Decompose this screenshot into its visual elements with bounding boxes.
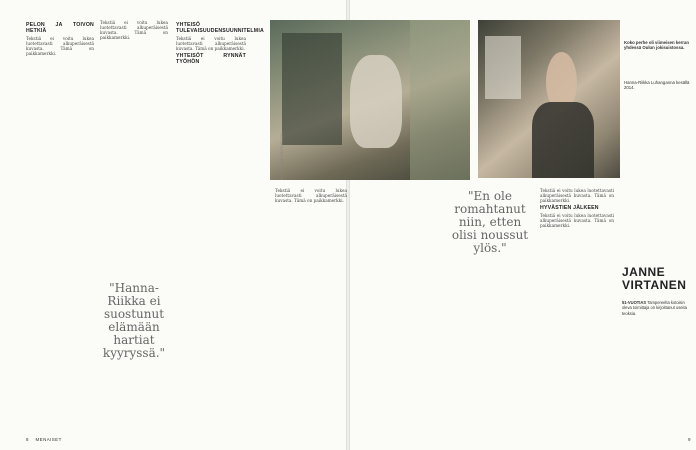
body-paragraph: Tekstiä ei voitu lukea luotettavasti alkuperäisestä kuvasta. Tämä on paikkamerkki. <box>100 20 168 41</box>
photo-figure-shape <box>350 55 402 148</box>
pull-quote-text: "Hanna-Riikka ei suostunut elämään hartiat kyyryssä." <box>102 281 166 360</box>
caption-top <box>624 40 690 51</box>
photo-window-shape <box>485 36 521 99</box>
page-number: 9 <box>688 437 691 442</box>
folio-right <box>688 437 691 442</box>
photo-body-shape <box>532 102 594 178</box>
heading-pelon: PELON JA TOIVON HETKIÄ <box>26 22 94 34</box>
caption-bottom-text: Hanna-Riikka Luhanganna kesällä 2014. <box>624 80 690 91</box>
author-name-line1: JANNE <box>622 265 666 279</box>
caption-bottom <box>624 80 690 91</box>
pull-quote-text: "En ole romahtanut niin, etten olisi noussut ylös." <box>451 189 529 255</box>
bio-text: Tampereelta kotoisin oleva toimittaja on kirjoittanut useita teoksia. <box>622 300 687 316</box>
body-paragraph: Tekstiä ei voitu lukea luotettavasti alkuperäisestä kuvasta. Tämä on paikkamerkki. <box>26 36 94 57</box>
right-column-2 <box>540 188 614 231</box>
left-column-2 <box>100 20 168 42</box>
right-column-1 <box>275 188 347 205</box>
page-number: 8 <box>26 437 29 442</box>
photo-family <box>270 20 470 180</box>
right-page <box>275 0 696 450</box>
body-paragraph: Tekstiä ei voitu lukea luotettavasti alkuperäisestä kuvasta. Tämä on paikkamerkki. <box>540 188 614 204</box>
body-paragraph: Tekstiä ei voitu lukea luotettavasti alkuperäisestä kuvasta. Tämä on paikkamerkki. <box>540 213 614 229</box>
photo-shadow-shape <box>282 33 342 145</box>
left-column-3 <box>176 20 264 67</box>
pull-quote-right <box>450 190 530 255</box>
body-paragraph: Tekstiä ei voitu lukea luotettavasti alkuperäisestä kuvasta. Tämä on paikkamerkki. <box>275 188 347 204</box>
left-column-1 <box>26 20 94 58</box>
heading-hyvastien: HYVÄSTIEN JÄLKEEN <box>540 205 599 212</box>
author-name <box>622 266 686 292</box>
bio-heading: 51-VUOTIAS <box>622 300 647 305</box>
caption-top-text: Koko perhe oli viimeisen kerran yhdessä Oulun jokisuistossa. <box>624 40 689 51</box>
photo-portrait <box>478 20 620 178</box>
heading-rynnat: YHTEISÖT RYNNÄT TYÖHÖN <box>176 53 246 66</box>
heading-yhteiso: YHTEISÖ TULEVAISUUDENSUUNNITELMIA <box>176 22 264 34</box>
publication-name: MENAISET <box>35 437 62 442</box>
photo-credit: KUVA ANNA TUOMIKOSKI <box>280 131 284 180</box>
author-bio <box>622 300 688 316</box>
photo-light-shape <box>410 20 470 180</box>
pull-quote-left <box>98 282 170 360</box>
body-paragraph: Tekstiä ei voitu lukea luotettavasti alkuperäisestä kuvasta. Tämä on paikkamerkki. <box>176 36 246 52</box>
folio-left <box>26 437 62 442</box>
author-name-line2: VIRTANEN <box>622 278 687 292</box>
